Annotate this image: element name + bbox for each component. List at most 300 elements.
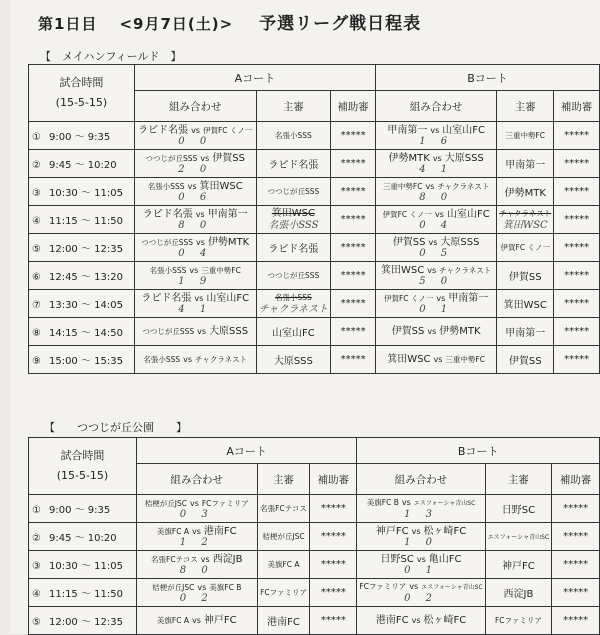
- home-team: 甲南第一: [387, 124, 428, 136]
- court-a-matchup: [136, 523, 257, 551]
- court-a-referee: [256, 318, 330, 346]
- vs-label: vs: [411, 615, 421, 625]
- handwritten-score: 0 4: [419, 219, 454, 231]
- vs-label: vs: [401, 498, 411, 507]
- away-team: 甲南第一: [448, 292, 489, 304]
- court-a-referee: [257, 579, 310, 607]
- vs-label: vs: [196, 237, 205, 247]
- referee-header-b: 主審: [497, 91, 554, 122]
- referee-name: 甲南第一: [505, 328, 546, 339]
- match-number: ②: [32, 160, 41, 171]
- court-b-referee: [485, 523, 551, 551]
- assistant-referee: *****: [340, 214, 366, 225]
- match-time: 9:00 ～ 9:35: [48, 505, 111, 516]
- court-a-referee: [256, 122, 330, 150]
- date-label: <9月7日(土)>: [119, 15, 234, 33]
- referee-name: 箕田WSC: [271, 207, 315, 219]
- court-a-referee: [257, 495, 310, 523]
- match-time-cell: [29, 523, 137, 551]
- court-a-header: Aコート: [134, 65, 375, 91]
- referee-name: 三重中勢FC: [505, 131, 546, 140]
- match-number: ①: [32, 132, 41, 143]
- match-header-a: 組み合わせ: [136, 464, 257, 495]
- assistant-referee: *****: [320, 503, 346, 514]
- assistant-referee: *****: [340, 242, 366, 253]
- vs-label: vs: [191, 526, 201, 536]
- handwritten-score: 0 0: [178, 135, 213, 147]
- referee-name: 甲南第一: [505, 160, 546, 171]
- home-team: 美旗FC A: [156, 526, 189, 536]
- referee-name: 西淀JB: [503, 589, 534, 600]
- match-time-cell: [29, 206, 135, 234]
- court-a-referee: [257, 551, 310, 579]
- match-number: ③: [32, 188, 41, 199]
- court-a-matchup: [134, 206, 256, 234]
- court-b-assistant: [554, 178, 600, 206]
- handwritten-score: 0 2: [404, 593, 438, 604]
- court-a-referee: [256, 290, 330, 318]
- court-b-matchup: [357, 607, 485, 635]
- court-b-assistant: [554, 290, 600, 318]
- court-b-header: Bコート: [357, 438, 600, 464]
- court-a-referee: [256, 206, 330, 234]
- assistant-referee: *****: [564, 158, 590, 169]
- match-number: ②: [32, 533, 41, 544]
- court-a-matchup: [134, 234, 256, 262]
- court-a-matchup: [134, 122, 256, 150]
- schedule-title: 予選リーグ戦日程表: [259, 14, 422, 34]
- court-b-assistant: [552, 607, 600, 635]
- vs-label: vs: [200, 554, 210, 564]
- court-a-referee: [256, 150, 330, 178]
- referee-name: 箕田WSC: [503, 300, 547, 311]
- court-b-matchup: [376, 346, 497, 374]
- section-label-2: 【 つつじが丘公園 】: [44, 421, 187, 434]
- match-time: 10:30 ～ 11:05: [48, 188, 123, 199]
- referee-name: 名張小SSS: [274, 292, 312, 302]
- court-a-header: Aコート: [136, 438, 357, 464]
- home-team: 箕田WSC: [387, 353, 431, 365]
- home-team: 三重中勢FC: [382, 181, 423, 191]
- schedule-table-main-field: [28, 64, 600, 374]
- match-row: [29, 178, 600, 206]
- home-team: 美旗FC B: [366, 498, 399, 507]
- match-number: ⑦: [32, 300, 41, 311]
- court-b-assistant: [554, 318, 600, 346]
- assistant-referee: *****: [340, 270, 366, 281]
- court-a-matchup: [136, 579, 257, 607]
- match-header-b: 組み合わせ: [376, 91, 497, 122]
- vs-label: vs: [435, 209, 444, 219]
- handwritten-score: 1 9: [178, 275, 213, 287]
- court-b-matchup: [376, 290, 497, 318]
- referee-name: 美旗FC A: [267, 560, 300, 569]
- referee-name: 伊賀SS: [508, 272, 542, 283]
- handwritten-score: 8 0: [419, 191, 454, 203]
- assistant-referee: *****: [564, 354, 590, 365]
- match-number: ⑥: [32, 272, 41, 283]
- match-time-cell: [29, 579, 137, 607]
- court-b-assistant: [552, 495, 600, 523]
- match-number: ③: [32, 561, 41, 572]
- time-header: 試合時間 (15-5-15): [29, 438, 137, 495]
- referee-name: 大原SSS: [273, 356, 313, 367]
- court-b-referee: [497, 206, 554, 234]
- vs-label: vs: [409, 582, 419, 591]
- home-team: 名張小SSS: [147, 181, 185, 191]
- handwritten-referee-note: チャクラネスト: [258, 303, 329, 315]
- match-time-cell: [29, 495, 137, 523]
- away-team: 神戸FC: [203, 614, 237, 626]
- assistant-referee: *****: [563, 503, 589, 514]
- home-team: 名張小SSS: [143, 354, 181, 364]
- match-number: ⑤: [32, 617, 41, 628]
- home-team: 美旗FC A: [156, 615, 189, 625]
- vs-label: vs: [187, 181, 197, 191]
- match-time-cell: [29, 122, 135, 150]
- court-a-assistant: [331, 206, 376, 234]
- assistant-header-a: 補助審: [310, 464, 357, 495]
- match-row: [29, 206, 600, 234]
- handwritten-score: 0 5: [419, 247, 454, 259]
- referee-name: つつじが丘SSS: [267, 271, 320, 280]
- court-a-assistant: [331, 346, 376, 374]
- assistant-referee: *****: [320, 559, 346, 570]
- court-b-assistant: [554, 346, 600, 374]
- assistant-referee: *****: [320, 615, 346, 626]
- vs-label: vs: [416, 554, 426, 564]
- handwritten-score: 1 3: [404, 509, 438, 520]
- away-team: 大原SSS: [440, 236, 480, 248]
- away-team: 山室山FC: [442, 124, 485, 136]
- match-time-cell: [29, 346, 135, 374]
- match-row: [29, 346, 600, 374]
- match-row: [29, 318, 600, 346]
- court-b-referee: [497, 318, 554, 346]
- court-b-header: Bコート: [376, 65, 600, 91]
- match-row: [29, 290, 600, 318]
- vs-label: vs: [425, 181, 435, 191]
- court-b-assistant: [554, 122, 600, 150]
- court-a-assistant: [331, 178, 376, 206]
- home-team: 箕田WSC: [381, 264, 425, 276]
- handwritten-score: 5 0: [419, 275, 454, 287]
- court-b-matchup: [376, 234, 497, 262]
- handwritten-referee-note: 箕田WSC: [502, 219, 548, 231]
- vs-label: vs: [427, 326, 437, 336]
- court-b-matchup: [357, 495, 485, 523]
- assistant-referee: *****: [564, 326, 590, 337]
- away-team: 西淀JB: [212, 553, 243, 565]
- match-time: 11:15 ～ 11:50: [48, 216, 123, 227]
- match-number: ⑤: [32, 244, 41, 255]
- vs-label: vs: [189, 265, 199, 275]
- assistant-referee: *****: [320, 531, 346, 542]
- vs-label: vs: [200, 153, 210, 163]
- match-time: 12:00 ～ 12:35: [48, 617, 123, 628]
- match-row: [29, 579, 600, 607]
- court-a-assistant: [310, 495, 357, 523]
- assistant-referee: *****: [340, 298, 366, 309]
- away-team: 伊賀FC くノ一: [202, 125, 253, 135]
- court-a-assistant: [331, 234, 376, 262]
- assistant-referee: *****: [563, 615, 589, 626]
- vs-label: vs: [183, 354, 193, 364]
- away-team: エスフォーシャ青山SC: [413, 500, 476, 507]
- court-b-referee: [497, 234, 554, 262]
- court-b-matchup: [357, 551, 485, 579]
- assistant-referee: *****: [564, 130, 590, 141]
- match-time-cell: [29, 290, 135, 318]
- away-team: 亀山FC: [428, 553, 462, 565]
- match-time-cell: [29, 178, 135, 206]
- match-time-cell: [29, 150, 135, 178]
- court-a-matchup: [134, 262, 256, 290]
- vs-label: vs: [411, 526, 421, 536]
- away-team: 大原SSS: [444, 152, 484, 164]
- court-a-referee: [256, 234, 330, 262]
- referee-name: エスフォーシャ青山SC: [487, 534, 550, 541]
- away-team: 伊勢MTK: [207, 236, 250, 248]
- court-b-referee: [485, 495, 551, 523]
- home-team: 伊賀SS: [391, 325, 425, 337]
- court-b-matchup: [357, 523, 485, 551]
- handwritten-score: 0 1: [419, 303, 454, 315]
- away-team: FCファミリア: [201, 498, 249, 508]
- section-label-1: 【 メイハンフィールド 】: [40, 50, 182, 63]
- referee-name: つつじが丘SSS: [267, 187, 320, 196]
- court-a-assistant: [331, 290, 376, 318]
- court-b-matchup: [357, 579, 485, 607]
- away-team: チャクラネスト: [437, 181, 490, 191]
- handwritten-score: 4 1: [178, 303, 213, 315]
- referee-name: 伊賀SS: [508, 356, 542, 367]
- assistant-referee: *****: [340, 186, 366, 197]
- court-b-matchup: [376, 122, 497, 150]
- home-team: 桔梗が丘JSC: [144, 498, 187, 508]
- assistant-referee: *****: [563, 559, 589, 570]
- court-b-referee: [497, 178, 554, 206]
- assistant-header-b: 補助審: [554, 91, 600, 122]
- assistant-referee: *****: [564, 214, 590, 225]
- handwritten-score: 0 2: [179, 592, 214, 604]
- court-b-referee: [485, 551, 551, 579]
- referee-name: チャクラネスト: [499, 208, 552, 218]
- referee-name: ラピド名張: [268, 244, 319, 255]
- referee-name: 伊賀FC くノ一: [500, 243, 550, 252]
- match-number: ④: [32, 216, 41, 227]
- match-number: ⑨: [32, 356, 41, 367]
- match-time-cell: [29, 262, 135, 290]
- referee-name: ラピド名張: [268, 160, 319, 171]
- court-a-referee: [257, 523, 310, 551]
- away-team: 伊賀SS: [212, 152, 245, 164]
- court-a-matchup: [136, 607, 257, 635]
- match-row: [29, 607, 600, 635]
- handwritten-score: 0 6: [178, 191, 213, 203]
- assistant-referee: *****: [340, 158, 366, 169]
- court-b-assistant: [554, 150, 600, 178]
- vs-label: vs: [432, 153, 442, 163]
- match-time-cell: [29, 551, 137, 579]
- referee-name: 日野SC: [501, 505, 536, 516]
- assistant-referee: *****: [340, 326, 366, 337]
- handwritten-score: 8 0: [178, 219, 213, 231]
- assistant-referee: *****: [564, 186, 590, 197]
- court-a-assistant: [310, 551, 357, 579]
- court-a-assistant: [331, 150, 376, 178]
- assistant-referee: *****: [563, 531, 589, 542]
- court-b-assistant: [552, 579, 600, 607]
- referee-name: FCファミリア: [494, 616, 542, 625]
- match-number: ⑧: [32, 328, 41, 339]
- home-team: 伊勢MTK: [388, 152, 430, 164]
- assistant-referee: *****: [320, 587, 346, 598]
- match-time-cell: [29, 318, 135, 346]
- home-team: FCファミリア: [359, 582, 407, 591]
- away-team: 松ヶ崎FC: [423, 525, 467, 537]
- handwritten-score: 1 0: [404, 536, 438, 548]
- match-row: [29, 495, 600, 523]
- court-b-assistant: [552, 551, 600, 579]
- match-time: 11:15 ～ 11:50: [48, 589, 123, 600]
- referee-name: 山室山FC: [271, 328, 315, 339]
- away-team: 山室山FC: [206, 292, 250, 304]
- home-team: 名張FCテコス: [151, 554, 198, 564]
- away-team: 伊勢MTK: [439, 325, 481, 337]
- court-b-referee: [485, 607, 551, 635]
- vs-label: vs: [197, 582, 207, 592]
- home-team: 港南FC: [375, 614, 409, 626]
- court-a-assistant: [310, 523, 357, 551]
- referee-name: 港南FC: [267, 617, 300, 628]
- home-team: 伊賀FC くノ一: [382, 209, 433, 219]
- court-a-referee: [256, 262, 330, 290]
- court-b-assistant: [554, 262, 600, 290]
- match-time: 14:15 ～ 14:50: [48, 328, 123, 339]
- court-b-assistant: [554, 234, 600, 262]
- match-row: [29, 122, 600, 150]
- court-a-matchup: [134, 150, 256, 178]
- match-number: ④: [32, 589, 41, 600]
- court-a-matchup: [136, 551, 257, 579]
- court-a-assistant: [310, 579, 357, 607]
- day-label: 第1日目: [38, 15, 98, 33]
- match-time: 12:00 ～ 12:35: [48, 244, 123, 255]
- schedule-table-tsutsujigaoka: [28, 437, 600, 635]
- vs-label: vs: [191, 615, 201, 625]
- court-a-assistant: [331, 262, 376, 290]
- vs-label: vs: [430, 125, 440, 135]
- assistant-header-a: 補助審: [331, 91, 376, 122]
- match-time: 13:30 ～ 14:05: [48, 300, 123, 311]
- referee-name: 名張小SSS: [274, 131, 312, 140]
- court-b-matchup: [376, 262, 497, 290]
- assistant-referee: *****: [564, 298, 590, 309]
- assistant-referee: *****: [340, 354, 366, 365]
- away-team: 松ヶ崎FC: [423, 614, 467, 626]
- home-team: つつじが丘SSS: [141, 237, 194, 247]
- handwritten-score: 4 1: [419, 163, 454, 175]
- referee-name: FCファミリア: [260, 588, 307, 597]
- handwritten-score: 0 1: [404, 564, 438, 576]
- handwritten-score: 1 2: [179, 536, 214, 548]
- court-b-referee: [497, 290, 554, 318]
- match-time: 9:00 ～ 9:35: [48, 132, 111, 143]
- court-a-matchup: [134, 318, 256, 346]
- away-team: 箕田WSC: [199, 180, 243, 192]
- court-a-matchup: [134, 178, 256, 206]
- referee-name: 伊勢MTK: [504, 188, 546, 199]
- referee-name: 名張FCテコス: [260, 504, 307, 513]
- court-b-matchup: [376, 206, 497, 234]
- referee-name: 神戸FC: [502, 561, 535, 572]
- vs-label: vs: [427, 265, 437, 275]
- home-team: ラピド名張: [142, 208, 193, 220]
- match-row: [29, 150, 600, 178]
- assistant-referee: *****: [564, 242, 590, 253]
- match-header-a: 組み合わせ: [134, 91, 256, 122]
- match-number: ①: [32, 505, 41, 516]
- match-row: [29, 523, 600, 551]
- assistant-referee: *****: [340, 130, 366, 141]
- match-time: 10:30 ～ 11:05: [48, 561, 123, 572]
- court-a-assistant: [331, 318, 376, 346]
- home-team: 伊賀FC くノ一: [383, 293, 434, 303]
- referee-header-a: 主審: [256, 91, 330, 122]
- away-team: 大原SSS: [209, 325, 249, 337]
- vs-label: vs: [436, 293, 446, 303]
- vs-label: vs: [189, 498, 199, 508]
- away-team: 三重中勢FC: [445, 354, 485, 364]
- vs-label: vs: [197, 326, 207, 336]
- handwritten-score: 1 6: [419, 135, 454, 147]
- court-b-matchup: [376, 318, 497, 346]
- court-a-referee: [256, 178, 330, 206]
- vs-label: vs: [195, 209, 205, 219]
- match-header-b: 組み合わせ: [357, 464, 485, 495]
- match-time: 9:45 ～ 10:20: [48, 160, 117, 171]
- court-a-referee: [257, 607, 310, 635]
- match-time: 9:45 ～ 10:20: [48, 533, 117, 544]
- court-a-matchup: [136, 495, 257, 523]
- assistant-header-b: 補助審: [552, 464, 600, 495]
- match-row: [29, 262, 600, 290]
- home-team: 桔梗が丘JSC: [152, 582, 195, 592]
- home-team: 名張小SSS: [149, 265, 187, 275]
- court-a-referee: [256, 346, 330, 374]
- court-b-matchup: [376, 150, 497, 178]
- match-time: 12:45 ～ 13:20: [48, 272, 123, 283]
- assistant-referee: *****: [564, 270, 590, 281]
- vs-label: vs: [428, 237, 438, 247]
- referee-name: 桔梗が丘JSC: [262, 532, 305, 541]
- match-time-cell: [29, 234, 135, 262]
- vs-label: vs: [433, 354, 443, 364]
- away-team: 港南FC: [203, 525, 237, 537]
- handwritten-score: 8 0: [179, 564, 214, 576]
- court-b-referee: [497, 262, 554, 290]
- away-team: チャクラネスト: [439, 265, 492, 275]
- away-team: 三重中勢FC: [201, 265, 241, 275]
- court-b-referee: [497, 150, 554, 178]
- home-team: 神戸FC: [375, 525, 409, 537]
- home-team: 伊賀SS: [392, 236, 426, 248]
- away-team: 山室山FC: [446, 208, 490, 220]
- court-b-assistant: [552, 523, 600, 551]
- match-time: 15:00 ～ 15:35: [48, 356, 123, 367]
- match-row: [29, 234, 600, 262]
